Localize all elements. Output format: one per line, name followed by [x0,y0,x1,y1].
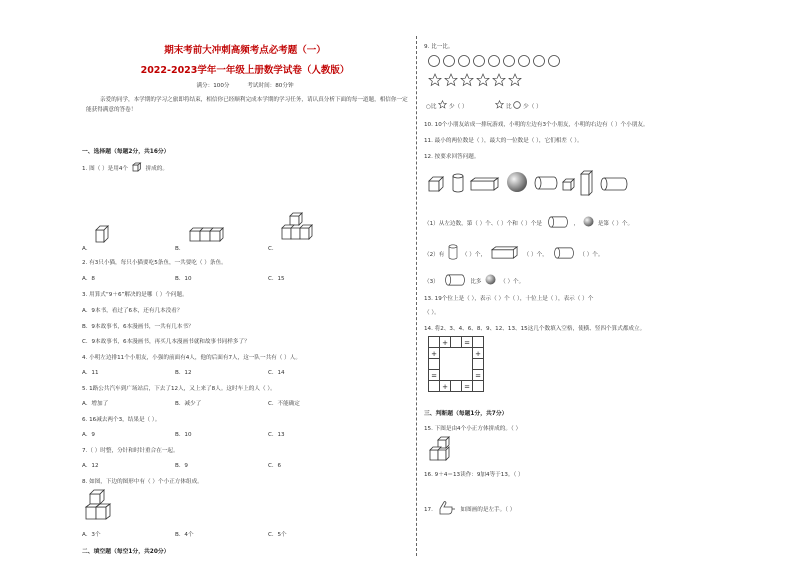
q14-text: 14. 将2、3、4、6、8、9、12、13、15这几个数填入空格，使横、竖四个算式都成立。 [424,326,646,332]
q1-figure-b [188,226,228,242]
cylinder-icon [452,173,464,193]
q2-option-a[interactable]: A．8 [82,276,95,282]
q9-compare-c: 比 [505,104,512,110]
time-label: 考试时间：80分钟 [247,83,294,89]
cuboid-tall-icon [580,170,594,196]
intro-text: 亲爱的同学，本学期的学习之旅即将结束，相信你已经顺利完成本学期的学习任务，请认真分析下面的每一道题，相信你一定能获得满意的答卷！ [86,97,408,113]
q5-option-a[interactable]: A．增加了 [82,401,109,407]
q12-part1 [424,216,633,228]
q9-compare-b[interactable]: 少（ ） [449,104,468,110]
q5-option-b[interactable]: B．减少了 [175,401,202,407]
q9-text: 9. 比一比。 [424,44,454,50]
q1-lead: 1. 图（ ）是用4个 [82,166,129,172]
q9-stars-row [428,73,588,87]
q12-1c[interactable]: 是第（ ）个。 [597,221,634,227]
q17-number: 17. [424,507,433,513]
exam-meta [80,81,410,89]
exam-subtitle: 2022-2023学年一年级上册数学试卷（人教版） [140,65,350,76]
q1-option-a[interactable]: A． [82,246,92,252]
q4-text: 4. 小明左边排11个小朋友，小强的前面有4人，他的后面有7人，这一队一共有（ ）人。 [82,355,301,361]
q4-option-b[interactable]: B．12 [175,370,192,376]
q1-figure-a [94,224,120,244]
sphere-icon [506,171,528,193]
q12-3b: 比多 [470,279,482,285]
q10-text: 10. 10个小朋友站成一排玩游戏，小明的左边有3个小朋友，小明的右边有（ ）个小朋友。 [424,122,649,128]
left-column [80,38,410,558]
q7-text: 7.（ ）时整，分针和时针重合在一起。 [82,448,179,454]
q12-3a: （3） [424,279,439,285]
q8-text: 8. 如图，下边的图形中有（ ）个小正方体组成。 [82,479,203,485]
q12-1a: （1）从左边数，第（ ）个、（ ）个和（ ）个是 [424,221,542,227]
q1-figure-c [280,212,314,242]
right-column [424,38,769,558]
q14-cell-op: + [428,347,440,359]
q3-option-c[interactable]: C．9本故事书，6本漫画书，再买几本漫画书就和故事书同样多了？ [82,339,250,345]
q9-circles-row [428,54,588,68]
cylinder-lying-icon [534,176,558,190]
q9-compare-a: ○比 [426,104,437,110]
q11-text: 11. 最小的两位数是（ ），最大的一位数是（ ），它们相差（ ）。 [424,138,583,144]
q6-option-b[interactable]: B．10 [175,432,192,438]
q12-2c[interactable]: （ ）个， [523,252,548,258]
q14-cell-op: = [472,369,484,381]
q14-grid [428,336,508,416]
circle-icon [513,101,521,109]
q6-text: 6. 16减去两个3，结果是（ ）。 [82,417,161,423]
q12-2b[interactable]: （ ）个， [461,252,487,258]
cuboid-icon [470,177,500,191]
q6-option-c[interactable]: C．13 [268,432,285,438]
q12-3c[interactable]: （ ）个。 [500,279,525,285]
q2-text: 2. 有3只小猫，每只小猫要吃5条鱼，一共要吃（ ）条鱼。 [82,260,227,266]
column-divider [416,36,417,556]
q1-option-b[interactable]: B． [175,246,185,252]
sphere-icon [485,274,496,285]
q3-option-a[interactable]: A．9本书，看过了6本，还有几本没看？ [82,308,183,314]
cylinder-lying-icon [546,216,570,228]
q12-part3 [424,274,524,286]
star-icon [495,100,504,109]
q4-option-c[interactable]: C．14 [268,370,285,376]
cylinder-icon [448,244,458,260]
q16-text: 16. 9＋4＝13读作：9加4等于13。（ ） [424,472,524,478]
q14-cell-op: + [439,336,451,348]
q14-cell[interactable] [472,380,484,392]
q12-part2 [424,244,604,260]
q6-option-a[interactable]: A．9 [82,432,95,438]
q5-option-c[interactable]: C．不能确定 [268,401,300,407]
star-icon [438,100,447,109]
q4-option-a[interactable]: A．11 [82,370,99,376]
section-choice: 一、选择题（每题2分，共16分） [82,149,170,155]
q7-option-c[interactable]: C．6 [268,463,282,469]
q9-compare-d[interactable]: 少（ ） [523,104,542,110]
exam-title: 期末考前大冲刺高频考点必考题（一） [164,45,326,56]
q9-compare [426,100,542,110]
q7-option-a[interactable]: A．12 [82,463,99,469]
sphere-icon [583,216,594,227]
cylinder-lying-icon [443,274,467,286]
cube-small-icon [562,178,576,191]
q17-statement: 如图画的是左手。（ ） [460,507,516,513]
cube-icon [428,176,444,192]
q12-shapes-row [428,168,628,198]
q17-text [424,500,515,516]
q13-text: 13. 19个位上是（ ），表示（ ）个（ ），十位上是（ ），表示（ ）个 [424,296,594,302]
q8-cube-figure [84,489,118,523]
q8-option-a[interactable]: A．3个 [82,532,101,538]
q13-tail: （ ）。 [424,310,440,316]
small-cube-icon [132,162,142,172]
q12-text: 12. 按要求回答问题。 [424,154,480,160]
score-label: 满分：100分 [196,83,230,89]
q12-1b: ， [573,221,580,227]
cuboid-icon [490,246,520,259]
q2-option-c[interactable]: C．15 [268,276,285,282]
q14-cell-op: = [461,380,473,392]
q12-2a: （2）有 [424,252,445,258]
section-judge: 三、判断题（每题1分，共7分） [424,411,508,417]
q12-2d[interactable]: （ ）个。 [579,252,604,258]
section-fill: 二、填空题（每空1分，共20分） [82,549,170,555]
q8-option-b[interactable]: B．4个 [175,532,194,538]
q2-option-b[interactable]: B．10 [175,276,192,282]
q1-tail: 拼成的。 [145,166,168,172]
cylinder-lying-icon [552,247,576,259]
q3-text: 3. 用算式“9＋6”解决的是哪（ ）个问题。 [82,292,188,298]
q14-cell-op: + [439,380,451,392]
q3-option-b[interactable]: B．9本故事书，6本漫画书，一共有几本书？ [82,324,194,330]
q1-option-c[interactable]: C． [268,246,278,252]
q14-cell-op: = [461,336,473,348]
q15-text: 15. 下图是由4个小正方体拼成的。（ ） [424,426,522,432]
q14-cell-op: = [428,369,440,381]
hand-icon [438,500,456,516]
q1-text [82,162,168,172]
q14-cell-op: + [472,347,484,359]
q15-cube-figure [428,436,458,462]
q7-option-b[interactable]: B．9 [175,463,188,469]
q8-option-c[interactable]: C．5个 [268,532,287,538]
q5-text: 5. 1路公共汽车到广场站后，下去了12人，又上来了8人。这时车上的人（ ）。 [82,386,276,392]
cylinder-lying-icon [600,177,628,191]
